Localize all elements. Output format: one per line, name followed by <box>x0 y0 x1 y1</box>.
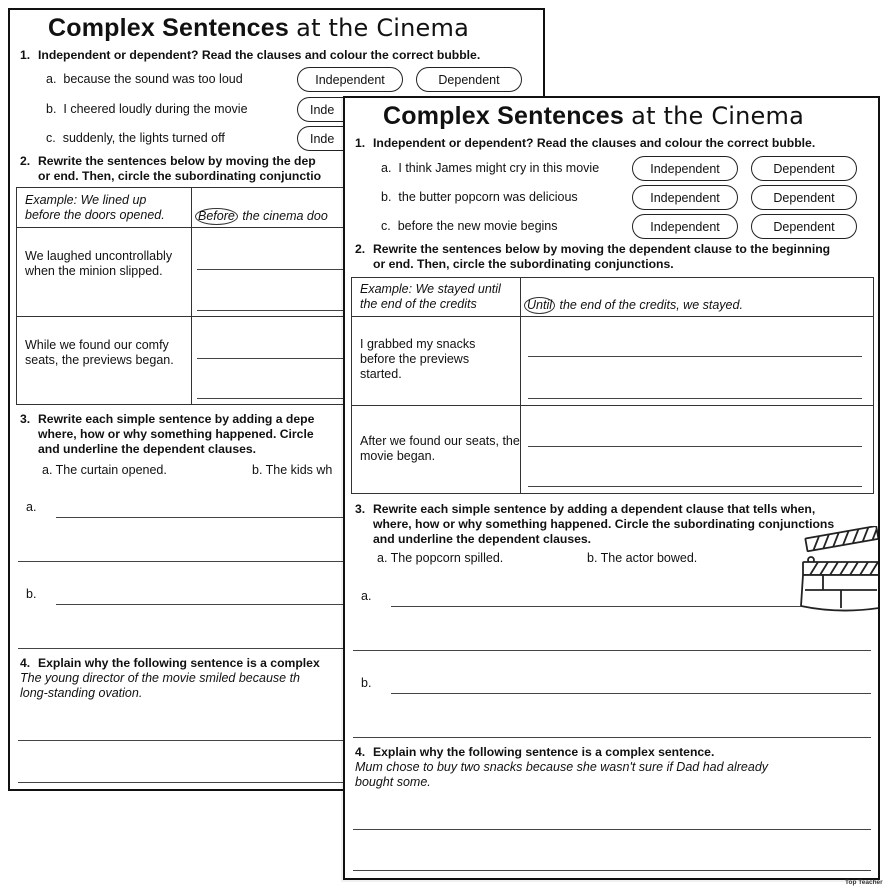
answer-line[interactable] <box>353 737 871 738</box>
clause-item: b. I cheered loudly during the movie <box>46 102 248 116</box>
answer-label: a. <box>26 500 37 514</box>
bubble-dependent[interactable]: Dependent <box>751 214 857 239</box>
question-2: 2. Rewrite the sentences below by moving the dep or end. Then, circle the subordinating conjunctio <box>20 154 322 183</box>
example-cell: Example: We stayed until the end of the credits <box>360 282 501 311</box>
question-4: 4. Explain why the following sentence is a complex sentence. <box>355 745 715 759</box>
clause-item: a. because the sound was too loud <box>46 72 243 86</box>
question-3: 3. Rewrite each simple sentence by adding a dependent clause that tells when, where, how or why something happened. Circle the subordinating conjunctions and underline the dependent clauses. <box>355 502 835 546</box>
clause-item: c. before the new movie begins <box>381 219 558 233</box>
answer-line[interactable] <box>528 446 862 447</box>
bubble-independent[interactable]: Independent <box>632 214 738 239</box>
bubble-independent[interactable]: Inde <box>297 97 403 122</box>
table-row-prompt: I grabbed my snacks before the previews started. <box>360 337 476 381</box>
bubble-dependent[interactable]: Dependent <box>751 156 857 181</box>
bubble-independent[interactable]: Independent <box>632 185 738 210</box>
simple-sentence: a. The curtain opened. <box>42 463 167 477</box>
worksheet-front <box>343 96 880 880</box>
bubble-dependent[interactable]: Dependent <box>751 185 857 210</box>
table-row-prompt: We laughed uncontrollably when the minion slipped. <box>25 249 173 278</box>
table-row-prompt: After we found our seats, the movie began. <box>360 434 520 463</box>
example-answer: Until the end of the credits, we stayed. <box>526 297 871 314</box>
simple-sentence: a. The popcorn spilled. <box>377 551 504 565</box>
answer-line[interactable] <box>391 606 801 607</box>
complex-sentence: The young director of the movie smiled because th <box>20 671 301 685</box>
page-title: Complex Sentences at the Cinema <box>48 14 470 42</box>
complex-sentence: bought some. <box>355 775 431 789</box>
question-3: 3. Rewrite each simple sentence by adding a depe where, how or why something happened. Circle and underline the dependent clauses. <box>20 412 315 456</box>
simple-sentence: b. The actor bowed. <box>587 551 698 565</box>
clause-item: b. the butter popcorn was delicious <box>381 190 578 204</box>
clause-item: a. I think James might cry in this movie <box>381 161 600 175</box>
answer-line[interactable] <box>528 486 862 487</box>
answer-line[interactable] <box>528 398 862 399</box>
answer-label: a. <box>361 589 372 603</box>
bubble-independent[interactable]: Independent <box>632 156 738 181</box>
bubble-independent[interactable]: Inde <box>297 126 403 151</box>
answer-line[interactable] <box>353 870 871 871</box>
complex-sentence: long-standing ovation. <box>20 686 143 700</box>
question-4: 4. Explain why the following sentence is a complex <box>20 656 320 670</box>
answer-line[interactable] <box>391 693 871 694</box>
complex-sentence: Mum chose to buy two snacks because she wasn't sure if Dad had already <box>355 760 769 774</box>
clapperboard-icon <box>799 526 879 616</box>
answer-line[interactable] <box>528 356 862 357</box>
table-row-prompt: While we found our comfy seats, the previews began. <box>25 338 174 367</box>
rewrite-table <box>351 277 874 494</box>
page-title: Complex Sentences at the Cinema <box>383 102 805 130</box>
example-cell: Example: We lined up before the doors opened. <box>25 193 165 222</box>
example-answer: Before the cinema doo <box>197 208 545 225</box>
answer-label: b. <box>361 676 372 690</box>
question-2: 2. Rewrite the sentences below by moving the dependent clause to the beginning or end. Then, circle the subordinating conjunctions. <box>355 242 831 271</box>
answer-line[interactable] <box>353 829 871 830</box>
answer-label: b. <box>26 587 37 601</box>
bubble-independent[interactable]: Independent <box>297 67 403 92</box>
question-1: 1. Independent or dependent? Read the clauses and colour the correct bubble. <box>355 136 816 150</box>
simple-sentence: b. The kids wh <box>252 463 333 477</box>
answer-line[interactable] <box>353 650 871 651</box>
question-1: 1. Independent or dependent? Read the clauses and colour the correct bubble. <box>20 48 481 62</box>
bubble-dependent[interactable]: Dependent <box>416 67 522 92</box>
clause-item: c. suddenly, the lights turned off <box>46 131 225 145</box>
brand-logo: Top Teacher <box>845 879 883 886</box>
